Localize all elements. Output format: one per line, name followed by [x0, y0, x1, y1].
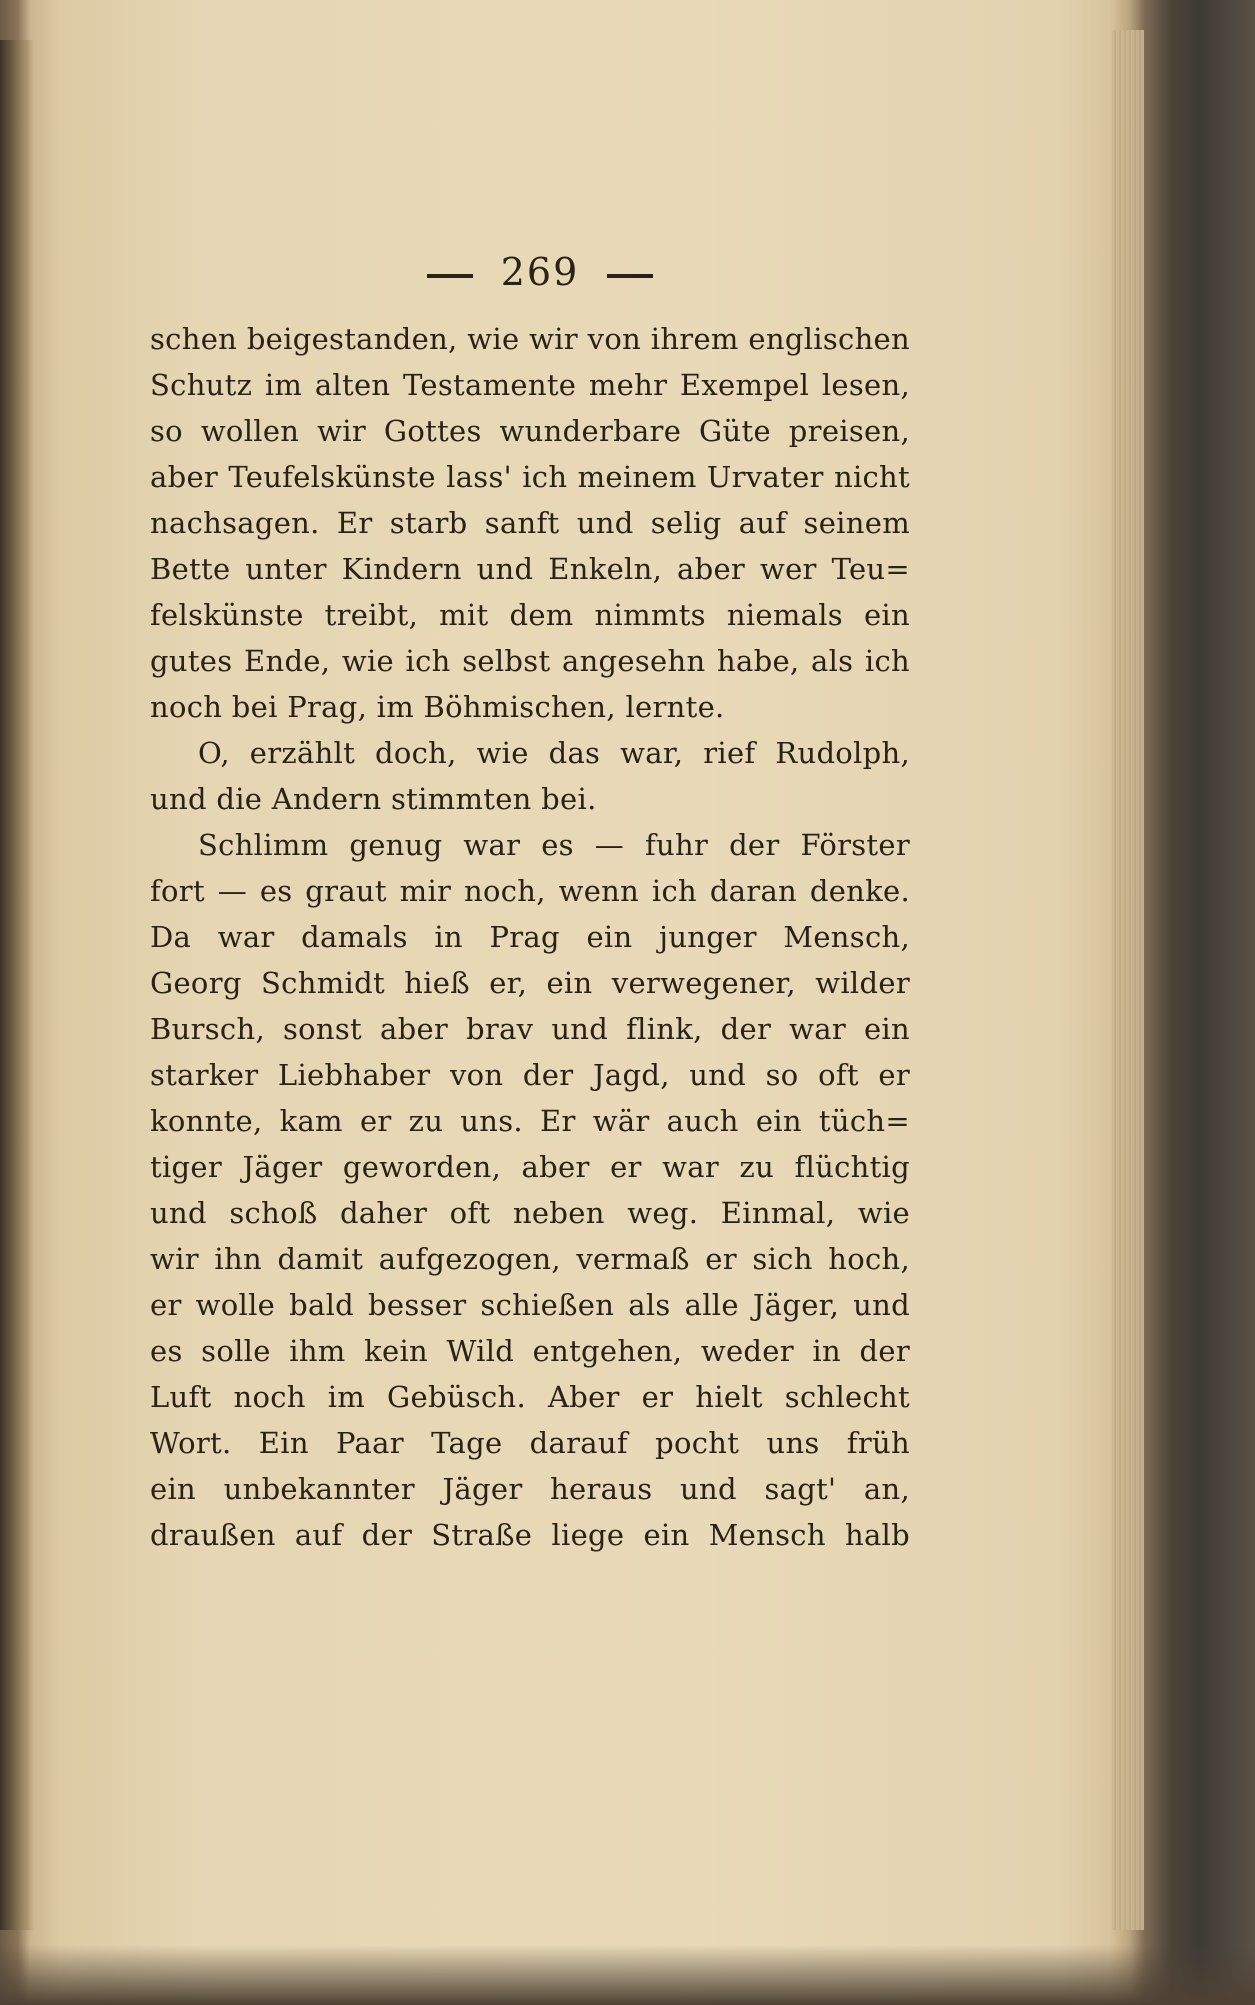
text-line: Wort. Ein Paar Tage darauf pocht uns früh — [150, 1426, 910, 1460]
text-line: Bursch, sonst aber brav und flink, der war ein — [150, 1012, 910, 1046]
text-line: nachsagen. Er starb sanft und selig auf seinem — [150, 506, 910, 540]
text-line: so wollen wir Gottes wunderbare Güte preisen, — [150, 414, 910, 448]
text-line: Georg Schmidt hieß er, ein verwegener, wilder — [150, 966, 910, 1000]
text-line: Bette unter Kindern und Enkeln, aber wer Teu= — [150, 552, 910, 586]
text-line: noch bei Prag, im Böhmischen, lernte. — [150, 690, 725, 724]
text-line: und schoß daher oft neben weg. Einmal, wie — [150, 1196, 910, 1230]
text-line: und die Andern stimmten bei. — [150, 782, 597, 816]
text-line: ein unbekannter Jäger heraus und sagt' an, — [150, 1472, 910, 1506]
text-line: fort — es graut mir noch, wenn ich daran denke. — [150, 874, 910, 908]
text-line: schen beigestanden, wie wir von ihrem englischen — [150, 322, 910, 356]
left-page-gutter — [0, 40, 34, 1930]
text-line: Luft noch im Gebüsch. Aber er hielt schlecht — [150, 1380, 910, 1414]
text-line: aber Teufelskünste lass' ich meinem Urvater nicht — [150, 460, 910, 494]
page-edges — [1112, 30, 1144, 1930]
text-line: konnte, kam er zu uns. Er wär auch ein tüch= — [150, 1104, 910, 1138]
text-line: O, erzählt doch, wie das war, rief Rudolph, — [198, 736, 910, 770]
text-line: Da war damals in Prag ein junger Mensch, — [150, 920, 910, 954]
header-dash-right — [607, 274, 653, 278]
page-header — [150, 250, 910, 294]
header-dash-left — [427, 274, 473, 278]
text-line: wir ihn damit aufgezogen, vermaß er sich hoch, — [150, 1242, 910, 1276]
text-line: starker Liebhaber von der Jagd, und so oft er — [150, 1058, 910, 1092]
page-text-block — [150, 250, 910, 1558]
text-line: er wolle bald besser schießen als alle Jäger, und — [150, 1288, 910, 1322]
text-line: gutes Ende, wie ich selbst angesehn habe, als ich — [150, 644, 910, 678]
text-line: draußen auf der Straße liege ein Mensch halb — [150, 1518, 910, 1552]
page-number: 269 — [500, 250, 580, 294]
text-line: tiger Jäger geworden, aber er war zu flüchtig — [150, 1150, 910, 1184]
text-line: Schlimm genug war es — fuhr der Förster — [198, 828, 910, 862]
text-line: Schutz im alten Testamente mehr Exempel lesen, — [150, 368, 910, 402]
book-cover-edge — [0, 1945, 1255, 2005]
text-line: felskünste treibt, mit dem nimmts niemals ein — [150, 598, 910, 632]
text-line: es solle ihm kein Wild entgehen, weder in der — [150, 1334, 910, 1368]
